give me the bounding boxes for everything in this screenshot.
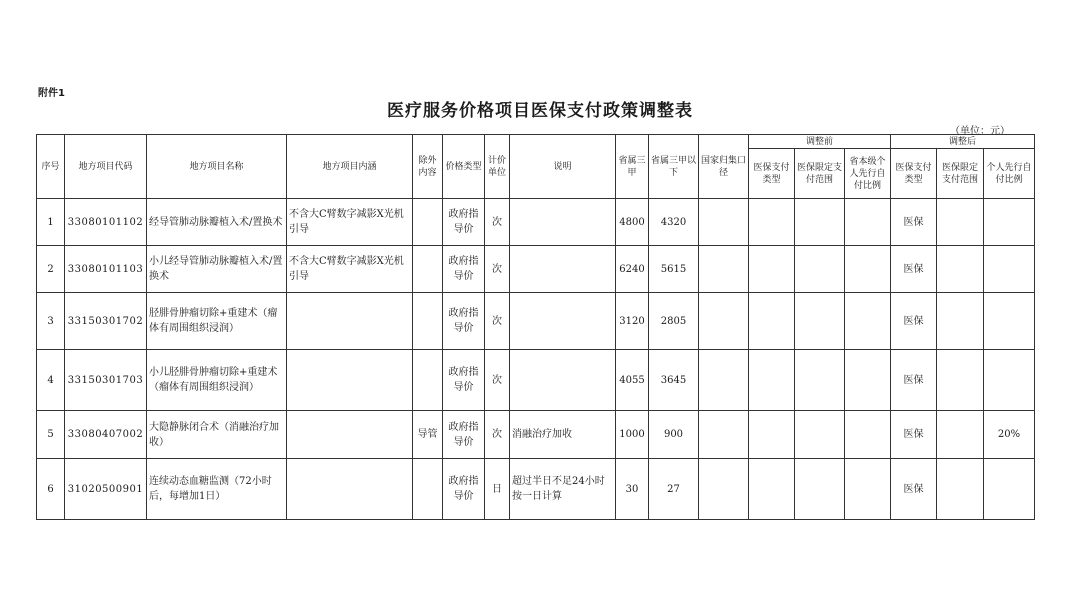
cell-after-type: 医保 (891, 246, 937, 293)
document-title: 医疗服务价格项目医保支付政策调整表 (387, 101, 693, 121)
cell-note (510, 246, 616, 293)
cell-name: 大隐静脉闭合术（消融治疗加收） (147, 411, 287, 459)
cell-content: 不含大C臂数字减影X光机引导 (287, 246, 413, 293)
cell-prov3a: 3120 (616, 293, 649, 350)
cell-before-scope (795, 199, 845, 246)
cell-after-ratio (984, 350, 1035, 411)
cell-prov3a-below: 5615 (649, 246, 699, 293)
attachment-label: 附件1 (38, 88, 65, 99)
cell-after-scope (937, 459, 984, 520)
cell-after-type: 医保 (891, 411, 937, 459)
header-code: 地方项目代码 (65, 135, 147, 199)
header-national: 国家归集口径 (699, 135, 749, 199)
cell-before-ratio (845, 293, 891, 350)
cell-code: 33080101102 (65, 199, 147, 246)
cell-seq: 1 (37, 199, 65, 246)
cell-national (699, 246, 749, 293)
cell-note: 消融治疗加收 (510, 411, 616, 459)
cell-after-type: 医保 (891, 350, 937, 411)
cell-before-type (749, 293, 795, 350)
cell-before-scope (795, 293, 845, 350)
cell-content (287, 459, 413, 520)
cell-before-type (749, 199, 795, 246)
cell-name: 小儿经导管肺动脉瓣植入术/置换术 (147, 246, 287, 293)
cell-before-ratio (845, 246, 891, 293)
cell-content: 不含大C臂数字减影X光机引导 (287, 199, 413, 246)
cell-prov3a-below: 900 (649, 411, 699, 459)
cell-seq: 6 (37, 459, 65, 520)
cell-excluded (413, 199, 443, 246)
cell-before-scope (795, 350, 845, 411)
cell-name: 连续动态血糖监测（72小时后，每增加1日） (147, 459, 287, 520)
cell-after-type: 医保 (891, 459, 937, 520)
cell-name: 经导管肺动脉瓣植入术/置换术 (147, 199, 287, 246)
cell-unit: 日 (485, 459, 510, 520)
table-row (37, 246, 1035, 293)
table-row (37, 411, 1035, 459)
cell-note (510, 199, 616, 246)
cell-code: 33080407002 (65, 411, 147, 459)
cell-excluded (413, 246, 443, 293)
cell-name: 胫腓骨肿瘤切除+重建术（瘤体有周围组织浸润） (147, 293, 287, 350)
cell-national (699, 350, 749, 411)
cell-price-type: 政府指导价 (443, 246, 485, 293)
cell-after-ratio (984, 246, 1035, 293)
cell-content (287, 411, 413, 459)
cell-note (510, 350, 616, 411)
cell-after-scope (937, 293, 984, 350)
table-row (37, 293, 1035, 350)
cell-content (287, 350, 413, 411)
cell-after-type: 医保 (891, 199, 937, 246)
cell-national (699, 293, 749, 350)
cell-price-type: 政府指导价 (443, 199, 485, 246)
cell-after-scope (937, 246, 984, 293)
cell-prov3a: 4055 (616, 350, 649, 411)
cell-after-scope (937, 350, 984, 411)
cell-price-type: 政府指导价 (443, 459, 485, 520)
header-after-ratio: 个人先行自付比例 (984, 149, 1035, 199)
cell-after-type: 医保 (891, 293, 937, 350)
cell-content (287, 293, 413, 350)
cell-excluded: 导管 (413, 411, 443, 459)
cell-seq: 3 (37, 293, 65, 350)
cell-after-ratio: 20% (984, 411, 1035, 459)
cell-before-scope (795, 246, 845, 293)
cell-code: 33150301703 (65, 350, 147, 411)
header-before-group: 调整前 (749, 135, 891, 149)
cell-national (699, 459, 749, 520)
cell-prov3a-below: 2805 (649, 293, 699, 350)
header-name: 地方项目名称 (147, 135, 287, 199)
header-note: 说明 (510, 135, 616, 199)
cell-unit: 次 (485, 199, 510, 246)
cell-before-scope (795, 411, 845, 459)
header-seq: 序号 (37, 135, 65, 199)
cell-after-ratio (984, 459, 1035, 520)
cell-price-type: 政府指导价 (443, 293, 485, 350)
cell-prov3a: 4800 (616, 199, 649, 246)
cell-prov3a-below: 3645 (649, 350, 699, 411)
policy-table (36, 134, 1035, 520)
cell-before-type (749, 411, 795, 459)
cell-before-type (749, 350, 795, 411)
header-before-type: 医保支付类型 (749, 149, 795, 199)
header-prov3a-below: 省属三甲以下 (649, 135, 699, 199)
header-after-scope: 医保限定支付范围 (937, 149, 984, 199)
cell-after-ratio (984, 293, 1035, 350)
unit-note: （单位：元） (950, 126, 1010, 137)
cell-prov3a: 30 (616, 459, 649, 520)
header-unit: 计价单位 (485, 135, 510, 199)
table-row (37, 350, 1035, 411)
cell-seq: 2 (37, 246, 65, 293)
header-before-ratio: 省本级个人先行自付比例 (845, 149, 891, 199)
cell-before-type (749, 246, 795, 293)
cell-national (699, 199, 749, 246)
table-row (37, 459, 1035, 520)
cell-note: 超过半日不足24小时按一日计算 (510, 459, 616, 520)
cell-before-ratio (845, 350, 891, 411)
header-after-group: 调整后 (891, 135, 1035, 149)
cell-prov3a: 6240 (616, 246, 649, 293)
cell-code: 31020500901 (65, 459, 147, 520)
cell-national (699, 411, 749, 459)
cell-name: 小儿胫腓骨肿瘤切除+重建术（瘤体有周围组织浸润） (147, 350, 287, 411)
cell-before-ratio (845, 199, 891, 246)
cell-after-scope (937, 411, 984, 459)
cell-unit: 次 (485, 411, 510, 459)
header-after-type: 医保支付类型 (891, 149, 937, 199)
cell-code: 33150301702 (65, 293, 147, 350)
cell-excluded (413, 459, 443, 520)
cell-before-scope (795, 459, 845, 520)
cell-before-type (749, 459, 795, 520)
cell-prov3a: 1000 (616, 411, 649, 459)
cell-prov3a-below: 4320 (649, 199, 699, 246)
table-row (37, 199, 1035, 246)
cell-code: 33080101103 (65, 246, 147, 293)
cell-unit: 次 (485, 350, 510, 411)
cell-seq: 5 (37, 411, 65, 459)
cell-unit: 次 (485, 246, 510, 293)
cell-seq: 4 (37, 350, 65, 411)
cell-excluded (413, 293, 443, 350)
cell-before-ratio (845, 459, 891, 520)
cell-unit: 次 (485, 293, 510, 350)
header-content: 地方项目内涵 (287, 135, 413, 199)
cell-after-scope (937, 199, 984, 246)
cell-note (510, 293, 616, 350)
cell-excluded (413, 350, 443, 411)
header-before-scope: 医保限定支付范围 (795, 149, 845, 199)
cell-before-ratio (845, 411, 891, 459)
cell-price-type: 政府指导价 (443, 411, 485, 459)
header-prov3a: 省属三甲 (616, 135, 649, 199)
cell-prov3a-below: 27 (649, 459, 699, 520)
cell-price-type: 政府指导价 (443, 350, 485, 411)
cell-after-ratio (984, 199, 1035, 246)
header-excluded: 除外内容 (413, 135, 443, 199)
header-price-type: 价格类型 (443, 135, 485, 199)
